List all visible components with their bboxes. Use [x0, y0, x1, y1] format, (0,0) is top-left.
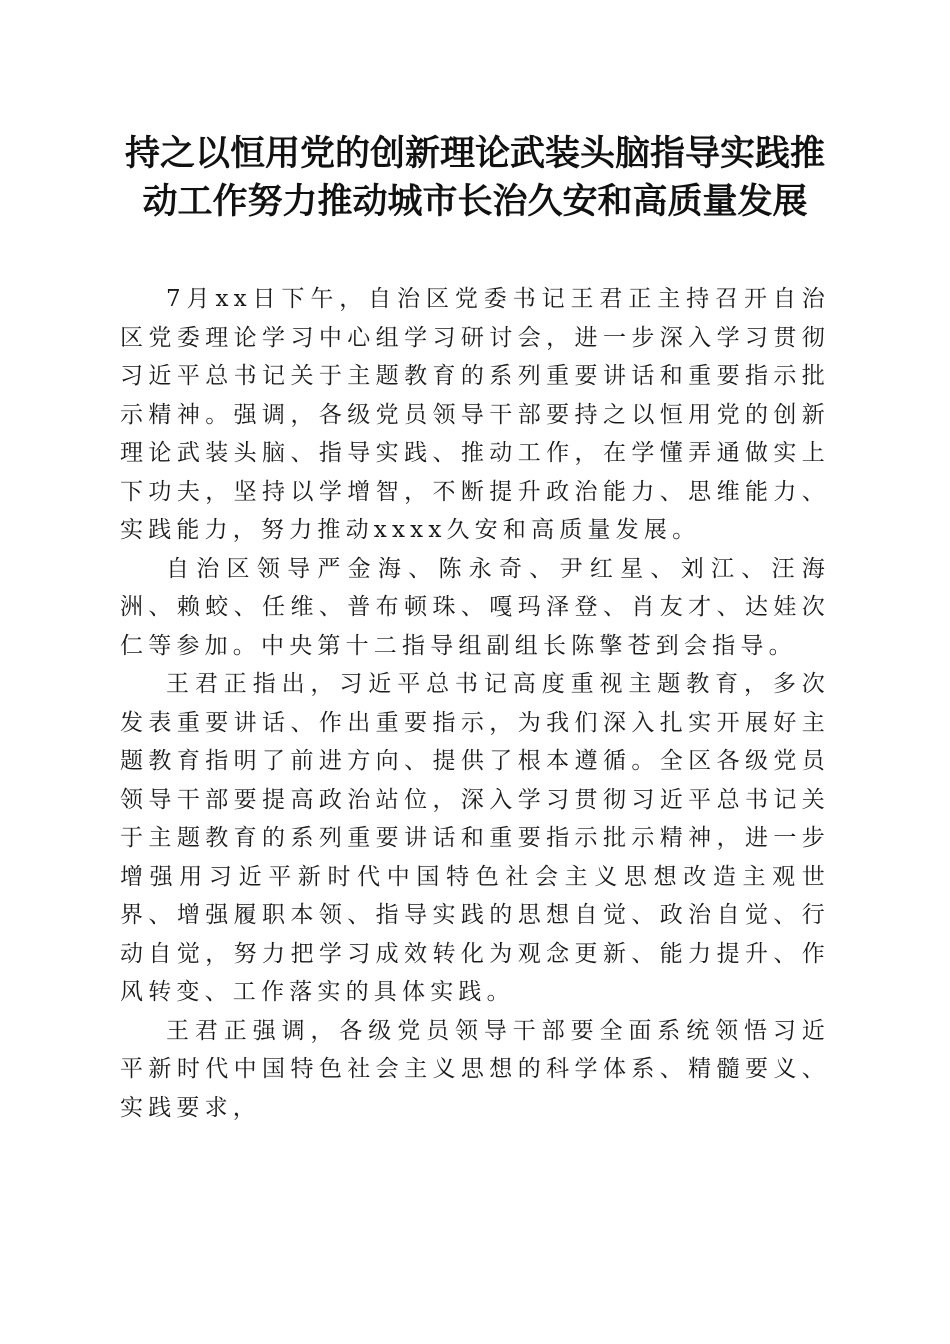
- title-line-2: 动工作努力推动城市长治久安和高质量发展: [142, 181, 808, 222]
- document-title: [110, 130, 840, 226]
- document-body: [120, 280, 830, 1127]
- paragraph-3: 王君正指出，习近平总书记高度重视主题教育，多次发表重要讲话、作出重要指示，为我们深入扎实开展好主题教育指明了前进方向、提供了根本遵循。全区各级党员领导干部要提高政治站位，深入学习贯彻习近平总书记关于主题教育的系列重要讲话和重要指示批示精神，进一步增强用习近平新时代中国特色社会主义思想改造主观世界、增强履职本领、指导实践的思想自觉、政治自觉、行动自觉，努力把学习成效转化为观念更新、能力提升、作风转变、工作落实的具体实践。: [120, 671, 830, 1005]
- paragraph-4: 王君正强调，各级党员领导干部要全面系统领悟习近平新时代中国特色社会主义思想的科学体系、精髓要义、实践要求，: [120, 1017, 830, 1121]
- title-line-1: 持之以恒用党的创新理论武装头脑指导实践推: [124, 133, 825, 174]
- paragraph-1: 7月xx日下午，自治区党委书记王君正主持召开自治区党委理论学习中心组学习研讨会，进一步深入学习贯彻习近平总书记关于主题教育的系列重要讲话和重要指示批示精神。强调，各级党员领导干部要持之以恒用党的创新理论武装头脑、指导实践、推动工作，在学懂弄通做实上下功夫，坚持以学增智，不断提升政治能力、思维能力、实践能力，努力推动xxxx久安和高质量发展。: [120, 286, 830, 543]
- paragraph-2: 自治区领导严金海、陈永奇、尹红星、刘江、汪海洲、赖蛟、任维、普布顿珠、嘎玛泽登、肖友才、达娃次仁等参加。中央第十二指导组副组长陈擎苍到会指导。: [120, 555, 830, 659]
